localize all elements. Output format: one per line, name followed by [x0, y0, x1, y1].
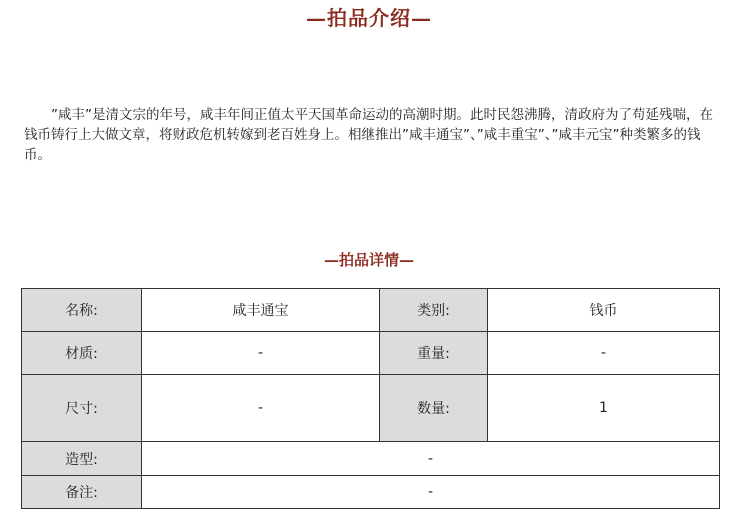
remarks-label: 备注:: [22, 476, 142, 509]
table-row-material: [22, 332, 720, 375]
quantity-label: 数量:: [380, 375, 488, 442]
category-value: 钱币: [488, 289, 720, 332]
shape-value: -: [142, 442, 720, 476]
lot-introduction-heading: —拍品介绍—: [306, 6, 432, 30]
size-label: 尺寸:: [22, 375, 142, 442]
category-label: 类别:: [380, 289, 488, 332]
material-value: -: [142, 332, 380, 375]
material-label: 材质:: [22, 332, 142, 375]
name-value: 咸丰通宝: [142, 289, 380, 332]
table-row-shape: [22, 442, 720, 476]
weight-value: -: [488, 332, 720, 375]
lot-description: ”咸丰”是清文宗的年号，咸丰年间正值太平天国革命运动的高潮时期。此时民怨沸腾，清政府为了苟延残喘，在钱币铸行上大做文章，将财政危机转嫁到老百姓身上。相继推出”咸丰通宝”、”咸丰重宝”、”咸丰元宝”种类繁多的钱币。: [24, 107, 713, 163]
table-row-name: [22, 289, 720, 332]
remarks-value: -: [142, 476, 720, 509]
quantity-value: 1: [488, 375, 720, 442]
lot-details-table: [21, 288, 720, 509]
table-row-size: [22, 375, 720, 442]
name-label: 名称:: [22, 289, 142, 332]
table-row-remarks: [22, 476, 720, 509]
weight-label: 重量:: [380, 332, 488, 375]
size-value: -: [142, 375, 380, 442]
lot-details-heading: —拍品详情—: [323, 251, 414, 269]
shape-label: 造型:: [22, 442, 142, 476]
